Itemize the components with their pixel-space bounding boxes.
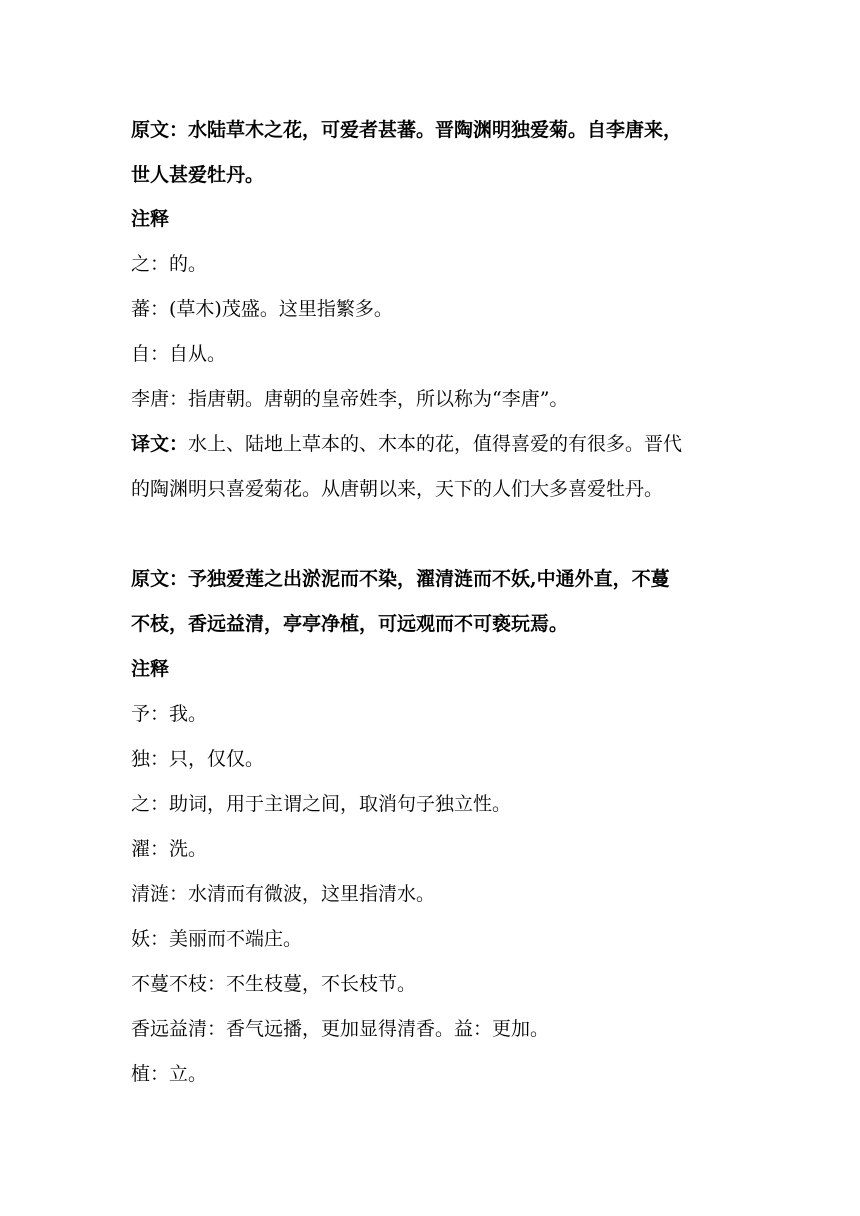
translation-line — [131, 432, 682, 456]
note-item: 清涟：水清而有微波，这里指清水。 — [131, 883, 436, 905]
note-item: 植：立。 — [131, 1063, 208, 1085]
translation-text: 水上、陆地上草本的、木本的花，值得喜爱的有很多。晋代 — [188, 433, 683, 455]
original-text-line: 世人甚爱牡丹。 — [131, 164, 265, 186]
original-text: 予独爱莲之出淤泥而不染，濯清涟而不妖,中通外直，不蔓 — [188, 568, 670, 590]
original-label: 原文： — [131, 568, 189, 590]
notes-heading: 注释 — [131, 208, 170, 230]
translation-label: 译文： — [131, 433, 189, 455]
note-item: 之：的。 — [131, 253, 208, 275]
note-item: 蕃：(草木)茂盛。这里指繁多。 — [131, 298, 393, 320]
original-text-line: 不枝，香远益清，亭亭净植，可远观而不可亵玩焉。 — [131, 613, 569, 635]
note-item: 独：只，仅仅。 — [131, 748, 265, 770]
notes-heading: 注释 — [131, 658, 170, 680]
note-item: 予：我。 — [131, 703, 208, 725]
note-item: 濯：洗。 — [131, 838, 208, 860]
note-item: 李唐：指唐朝。唐朝的皇帝姓李，所以称为“李唐”。 — [131, 388, 569, 410]
note-item: 妖：美丽而不端庄。 — [131, 928, 303, 950]
original-text-line — [131, 118, 682, 142]
translation-line: 的陶渊明只喜爱菊花。从唐朝以来，天下的人们大多喜爱牡丹。 — [131, 478, 664, 500]
note-item: 不蔓不枝：不生枝蔓，不长枝节。 — [131, 973, 417, 995]
original-text-line — [131, 567, 670, 591]
original-label: 原文： — [131, 119, 189, 141]
note-item: 香远益清：香气远播，更加显得清香。益：更加。 — [131, 1018, 550, 1040]
original-text: 水陆草木之花，可爱者甚蕃。晋陶渊明独爱菊。自李唐来， — [188, 119, 683, 141]
note-item: 之：助词，用于主谓之间，取消句子独立性。 — [131, 793, 512, 815]
note-item: 自：自从。 — [131, 343, 227, 365]
